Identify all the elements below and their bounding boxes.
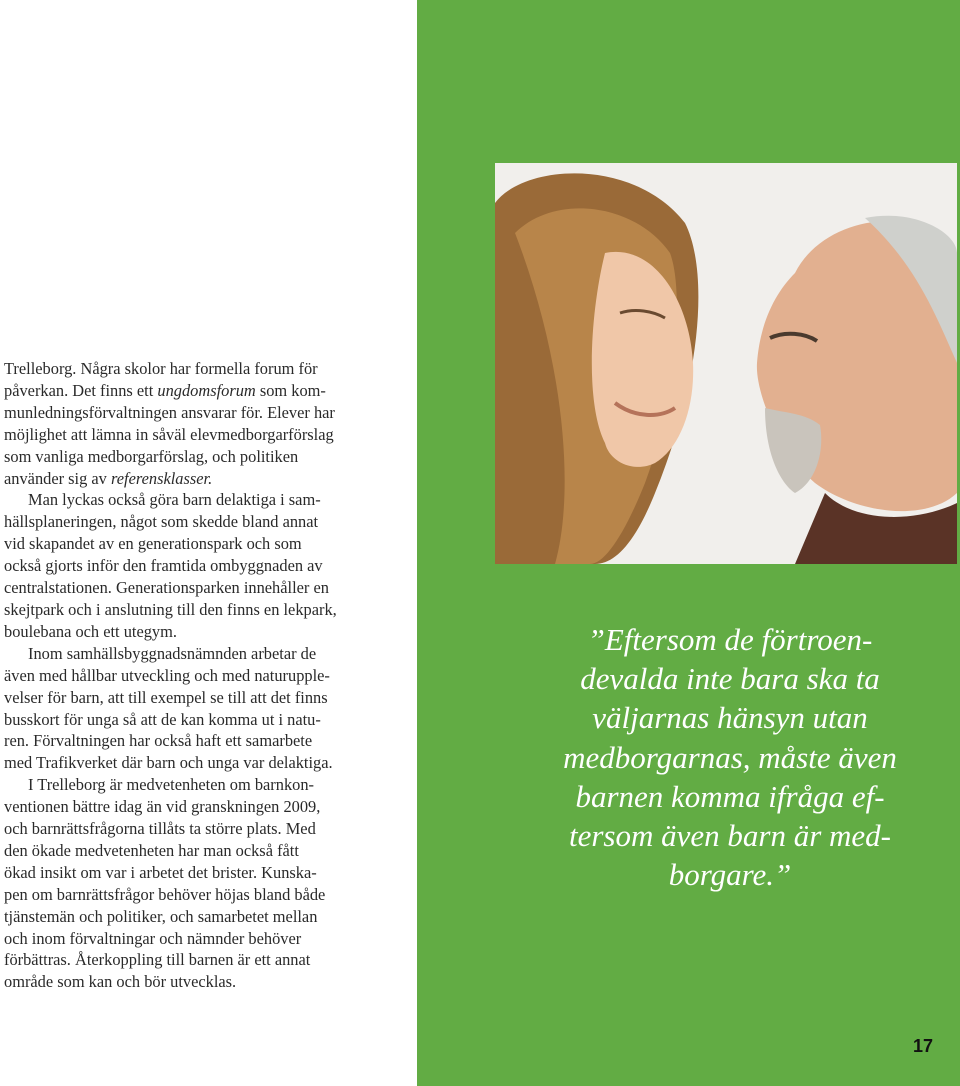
quote-line: ”Eftersom de förtroen- — [587, 622, 873, 657]
body-text-line — [4, 730, 412, 752]
body-text-line — [4, 643, 412, 665]
body-text-line — [4, 358, 412, 380]
body-text-line — [4, 928, 412, 950]
quote-line: barnen komma ifråga ef- — [575, 778, 885, 814]
page-number: 17 — [913, 1036, 934, 1056]
text-run: ren. Förvaltningen har också haft ett samarbete — [4, 731, 313, 751]
text-run: tjänstemän och politiker, och samarbetet mellan — [4, 906, 318, 926]
quote-line: väljarnas hänsyn utan — [592, 700, 868, 736]
body-text-line — [4, 774, 412, 796]
body-text-line — [4, 840, 412, 862]
body-text-line — [4, 884, 412, 906]
text-run: boulebana och ett utegym. — [4, 621, 177, 641]
body-text-line — [4, 511, 412, 533]
body-text-line — [4, 424, 412, 446]
body-text-column — [4, 358, 412, 993]
text-run: centralstationen. Generationsparken innehåller en — [4, 578, 329, 598]
quote-line: medborgarnas, måste även — [563, 739, 897, 775]
text-run: vid skapandet av en generationspark och som — [4, 534, 302, 554]
photo-woman-and-man — [495, 163, 957, 564]
body-text-line — [4, 621, 412, 643]
body-text-line — [4, 862, 412, 884]
body-text-line — [4, 709, 412, 731]
body-text-line — [4, 402, 412, 424]
body-text-line — [4, 687, 412, 709]
text-run: och barnrättsfrågorna tillåts ta större plats. Med — [4, 819, 316, 839]
text-run: hällsplaneringen, något som skedde bland annat — [4, 512, 319, 532]
body-text-line — [4, 577, 412, 599]
body-text-line — [4, 380, 412, 402]
text-run: pen om barnrättsfrågor behöver höjas bland både — [4, 884, 326, 904]
text-run: Trelleborg. Några skolor har formella forum för — [4, 359, 318, 378]
text-run: med Trafikverket där barn och unga var delaktiga. — [4, 753, 333, 773]
text-run: busskort för unga så att de kan komma ut i natu- — [4, 709, 321, 729]
quote-line: tersom även barn är med- — [568, 818, 891, 854]
body-text-line — [4, 906, 412, 928]
text-run: den ökade medvetenheten har man också fått — [4, 840, 299, 860]
body-text-line — [4, 818, 412, 840]
quote-line: devalda inte bara ska ta — [580, 661, 880, 697]
italic-term: referensklasser. — [110, 468, 213, 488]
text-run: också gjorts inför den framtida ombyggnaden av — [4, 556, 323, 576]
text-run: område som kan och bör utvecklas. — [4, 972, 237, 992]
body-text-line — [4, 752, 412, 774]
italic-term: ungdomsforum — [157, 380, 256, 400]
body-text-line — [4, 446, 412, 468]
text-run: Inom samhällsbyggnadsnämnden arbetar de — [28, 643, 317, 663]
text-run: velser för barn, att till exempel se till att det finns — [4, 687, 328, 707]
photo-illustration — [495, 163, 957, 564]
text-run: som vanliga medborgarförslag, och politiken — [4, 446, 299, 466]
text-run: använder sig av — [4, 468, 111, 488]
body-text-line — [4, 489, 412, 511]
text-run: I Trelleborg är medvetenheten om barnkon- — [28, 775, 315, 795]
text-run: förbättras. Återkoppling till barnen är ett annat — [4, 950, 311, 970]
body-text-line — [4, 599, 412, 621]
text-run: Man lyckas också göra barn delaktiga i sam- — [28, 490, 321, 510]
body-text-line — [4, 971, 412, 993]
body-text-line — [4, 949, 412, 971]
body-text-line — [4, 665, 412, 687]
body-text-line — [4, 533, 412, 555]
body-text-line — [4, 468, 412, 490]
text-run: skejtpark och i anslutning till den finns en lekpark, — [4, 599, 337, 619]
text-run: möjlighet att lämna in såväl elevmedborgarförslag — [4, 424, 334, 444]
pull-quote — [530, 620, 930, 894]
text-run: även med hållbar utveckling och med naturupple- — [4, 665, 330, 685]
text-run: ventionen bättre idag än vid granskningen 2009, — [4, 797, 321, 817]
body-text-line — [4, 796, 412, 818]
text-run: som kom- — [255, 380, 326, 400]
text-run: påverkan. Det finns ett — [4, 380, 158, 400]
text-run: munledningsförvaltningen ansvarar för. Elever har — [4, 402, 335, 422]
quote-line: borgare.” — [668, 857, 792, 893]
body-text-line — [4, 555, 412, 577]
text-run: ökad insikt om var i arbetet det brister. Kunska- — [4, 862, 317, 882]
text-run: och inom förvaltningar och nämnder behöver — [4, 928, 302, 948]
